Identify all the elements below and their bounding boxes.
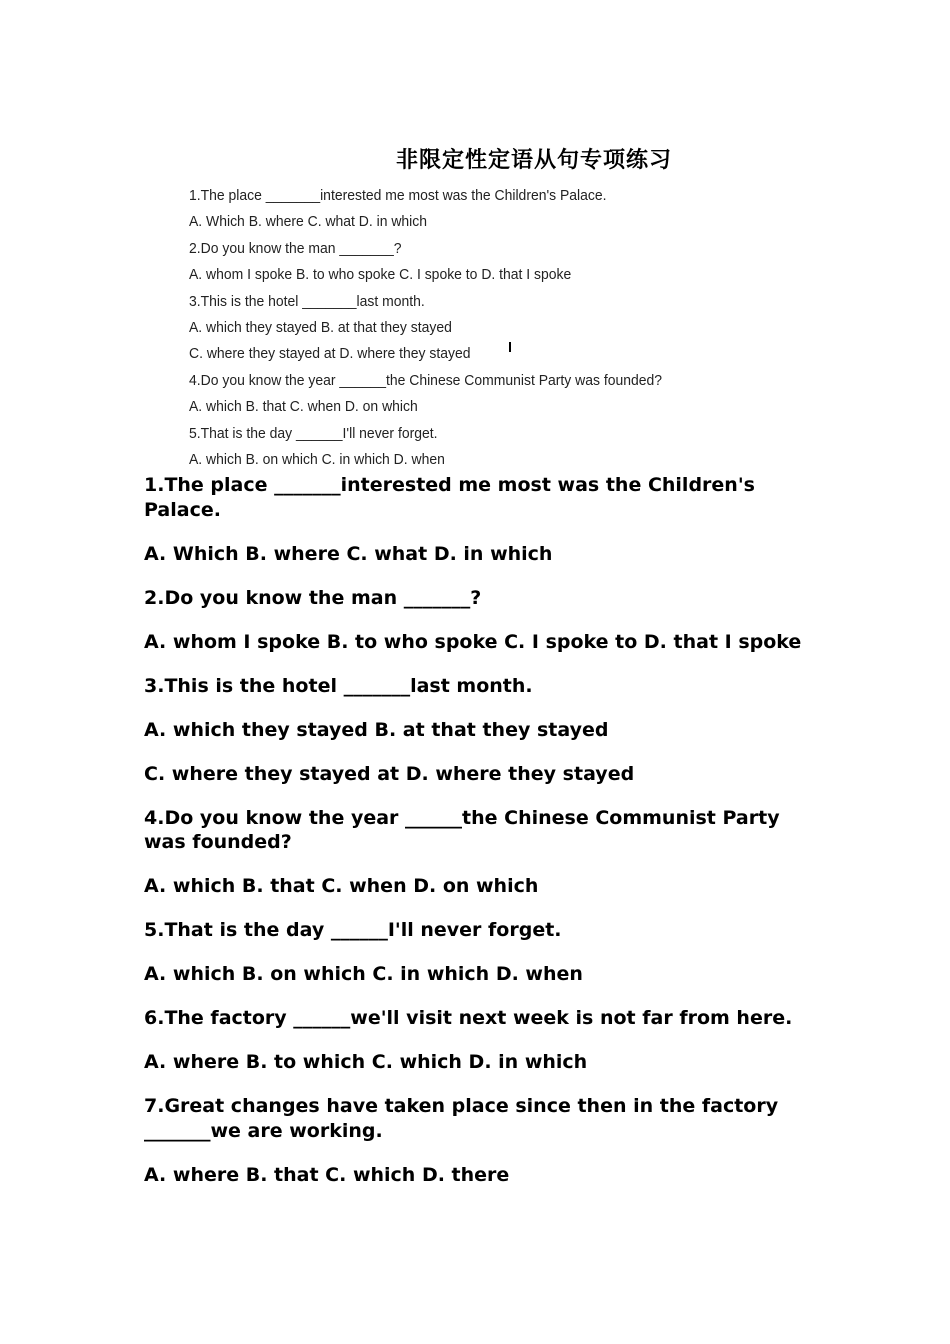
worksheet-title: 非限定性定语从句专项练习 [396, 147, 673, 173]
question-text: 1.The place _______interested me most was the Children's Palace. [144, 474, 755, 521]
scanned-line: A. which B. on which C. in which D. when [189, 450, 445, 468]
question-text: 4.Do you know the year ______the Chinese Communist Party was founded? [144, 806, 780, 853]
question-text: 3.This is the hotel _______last month. [144, 674, 533, 697]
scanned-line: A. which B. that C. when D. on which [189, 398, 418, 416]
scanned-line: 3.This is the hotel _______last month. [189, 292, 425, 310]
text-cursor-mark [509, 342, 511, 352]
question-text: 2.Do you know the man _______? [144, 586, 482, 609]
answer-options: C. where they stayed at D. where they stayed [144, 762, 635, 785]
scanned-line: C. where they stayed at D. where they stayed [189, 345, 471, 363]
scanned-line: 4.Do you know the year ______the Chinese Communist Party was founded? [189, 371, 663, 389]
question-text: 7.Great changes have taken place since then in the factory _______we are working. [144, 1095, 779, 1142]
answer-options: A. which B. that C. when D. on which [144, 875, 539, 897]
scanned-line: 1.The place _______interested me most was the Children's Palace. [189, 187, 607, 204]
answer-options: A. where B. that C. which D. there [144, 1163, 510, 1186]
answer-options: A. Which B. where C. what D. in which [144, 542, 553, 565]
answer-options: A. whom I spoke B. to who spoke C. I spoke to D. that I spoke [144, 630, 802, 653]
scanned-line: A. Which B. where C. what D. in which [189, 213, 428, 231]
answer-options: A. which they stayed B. at that they stayed [144, 718, 609, 741]
question-list [144, 473, 809, 1207]
scanned-exercise-image [0, 140, 950, 475]
scanned-line: 2.Do you know the man _______? [189, 239, 402, 257]
scanned-line: A. whom I spoke B. to who spoke C. I spoke to D. that I spoke [189, 266, 572, 284]
question-text: 5.That is the day ______I'll never forget. [144, 919, 562, 941]
question-text: 6.The factory ______we'll visit next week is not far from here. [144, 1007, 793, 1029]
answer-options: A. which B. on which C. in which D. when [144, 963, 583, 985]
scanned-line: A. which they stayed B. at that they stayed [189, 318, 452, 336]
scanned-line: 5.That is the day ______I'll never forget. [189, 424, 438, 442]
scanned-question-list [189, 186, 698, 476]
answer-options: A. where B. to which C. which D. in which [144, 1051, 588, 1073]
